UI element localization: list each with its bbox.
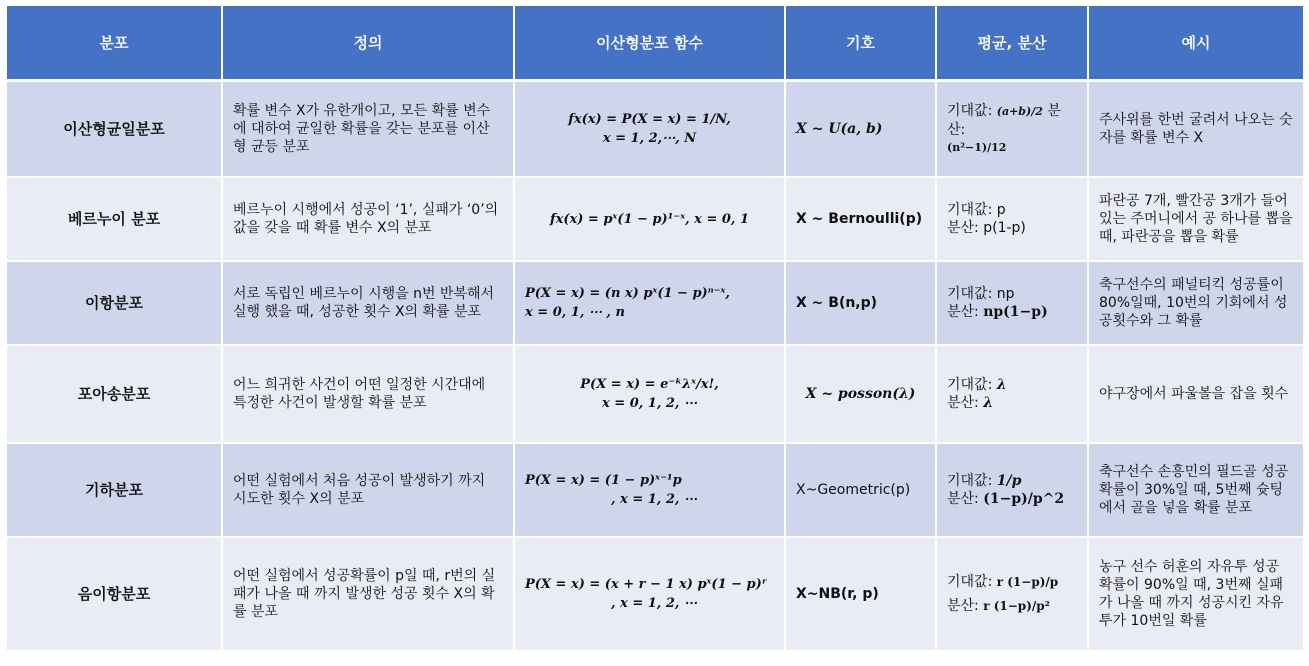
pmf-cell [515,444,786,538]
pmf-line: x = 1, 2,⋯, N [602,131,697,146]
symbol-cell: X ~ U(a, b) [786,82,937,178]
symbol-cell: X ~ Bernoulli(p) [786,178,937,262]
mean-variance-cell [937,444,1089,538]
mean-value: p [996,202,1006,218]
mean-value: r (1−p)/p [996,575,1059,589]
table-row [7,82,1303,178]
table-row [7,444,1303,538]
variance-value: p(1-p) [983,220,1026,236]
pmf-cell [515,82,786,178]
pmf-cell [515,178,786,262]
pmf-line: P(X = x) = (x + r − 1 x) pˣ(1 − p)ʳ [525,577,768,592]
header-row [7,6,1303,82]
pmf-line: fx(x) = pˣ(1 − p)¹⁻ˣ, x = 0, 1 [549,211,750,227]
mean-label: 기대값: [947,473,993,489]
example-cell: 파란공 7개, 빨간공 3개가 들어있는 주머니에서 공 하나를 뽑을 때, 파란공을 뽑을 확률 [1089,178,1303,262]
header-example: 예시 [1089,6,1303,82]
mean-value: λ [996,377,1007,393]
distribution-name: 이항분포 [7,262,223,346]
pmf-cell [515,538,786,652]
variance-value: (1−p)/p^2 [983,491,1065,507]
variance-value: np(1−p) [983,304,1048,320]
pmf-line: x = 0, 1, ⋯ , n [525,305,625,320]
variance-label: 분산: [947,598,979,614]
mean-label: 기대값: [947,574,993,590]
table-row [7,178,1303,262]
table-row [7,346,1303,444]
variance-label: 분산: [947,491,979,507]
distribution-name: 베르누이 분포 [7,178,223,262]
variance-label: 분산: [947,102,1061,138]
pmf-line: P(X = x) = e⁻ᵏλˣ/x!, [580,377,719,392]
definition-cell: 확률 변수 X가 유한개이고, 모든 확률 변수에 대하여 균일한 확률을 갖는 분포를 이산형 균등 분포 [223,82,515,178]
distribution-name: 이산형균일분포 [7,82,223,178]
mean-variance-cell [937,346,1089,444]
mean-label: 기대값: [947,102,993,119]
header-symbol: 기호 [786,6,937,82]
table-row [7,262,1303,346]
mean-value: np [996,286,1015,302]
distribution-name: 포아송분포 [7,346,223,444]
definition-cell: 베르누이 시행에서 성공이 ‘1’, 실패가 ‘0’의 값을 갖을 때 확률 변수 X의 분포 [223,178,515,262]
pmf-cell [515,346,786,444]
variance-label: 분산: [947,304,979,320]
example-cell: 주사위를 한번 굴려서 나오는 숫자를 확률 변수 X [1089,82,1303,178]
definition-cell: 서로 독립인 베르누이 시행을 n번 반복해서 실행 했을 때, 성공한 횟수 X의 확률 분포 [223,262,515,346]
pmf-line: x = 0, 1, 2, ⋯ [602,396,697,411]
mean-label: 기대값: [947,202,993,218]
mean-variance-cell [937,262,1089,346]
example-cell: 농구 선수 허훈의 자유투 성공 확률이 90%일 때, 3번째 실패가 나올 때 까지 성공시킨 자유투가 10번일 확률 [1089,538,1303,652]
symbol-cell: X ~ B(n,p) [786,262,937,346]
distribution-name: 기하분포 [7,444,223,538]
example-cell: 야구장에서 파울볼을 잡을 횟수 [1089,346,1303,444]
distribution-name: 음이항분포 [7,538,223,652]
definition-cell: 어떤 실험에서 처음 성공이 발생하기 까지 시도한 횟수 X의 분포 [223,444,515,538]
mean-variance-cell [937,178,1089,262]
example-cell: 축구선수 손흥민의 필드골 성공 확률이 30%일 때, 5번째 슛팅에서 골을 넣을 확률 분포 [1089,444,1303,538]
symbol-cell: X ~ posson(λ) [786,346,937,444]
header-definition: 정의 [223,6,515,82]
header-pmf: 이산형분포 함수 [515,6,786,82]
mean-value: (a+b)/2 [996,104,1043,118]
distribution-table [7,6,1303,652]
variance-value: λ [983,395,994,411]
pmf-line: , x = 1, 2, ⋯ [611,596,697,611]
variance-value: (n²−1)/12 [947,140,1007,154]
header-mean-variance: 평균, 분산 [937,6,1089,82]
pmf-cell [515,262,786,346]
pmf-line: , x = 1, 2, ⋯ [611,492,697,507]
definition-cell: 어떤 실험에서 성공확률이 p일 때, r번의 실패가 나올 때 까지 발생한 성공 횟수 X의 확률 분포 [223,538,515,652]
pmf-line: fx(x) = P(X = x) = 1/N, [568,112,731,127]
mean-label: 기대값: [947,286,993,302]
example-cell: 축구선수의 패널티킥 성공률이 80%일때, 10번의 기회에서 성공횟수와 그 확률 [1089,262,1303,346]
symbol-cell: X~NB(r, p) [786,538,937,652]
variance-label: 분산: [947,395,979,411]
table-row [7,538,1303,652]
mean-variance-cell [937,82,1089,178]
mean-label: 기대값: [947,377,993,393]
pmf-line: P(X = x) = (n x) pˣ(1 − p)ⁿ⁻ˣ, [525,286,730,301]
variance-value: r (1−p)/p² [983,599,1050,613]
symbol-cell: X~Geometric(p) [786,444,937,538]
definition-cell: 어느 희귀한 사건이 어떤 일정한 시간대에 특정한 사건이 발생할 확률 분포 [223,346,515,444]
variance-label: 분산: [947,220,979,236]
mean-value: 1/p [996,473,1022,489]
header-distribution: 분포 [7,6,223,82]
mean-variance-cell [937,538,1089,652]
pmf-line: P(X = x) = (1 − p)ˣ⁻¹p [525,473,682,488]
